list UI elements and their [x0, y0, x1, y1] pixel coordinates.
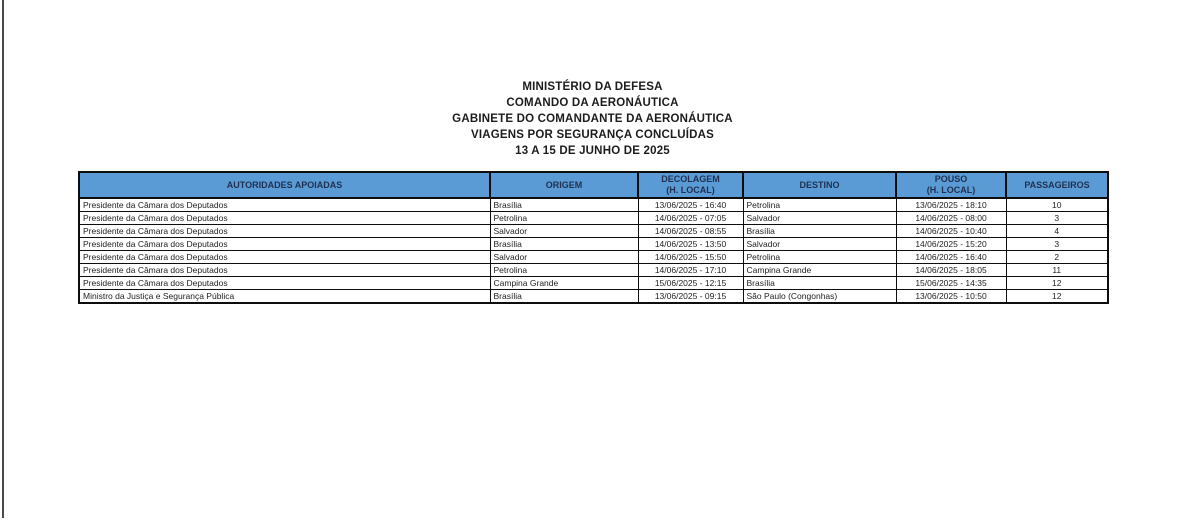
table-cell: Campina Grande — [743, 264, 896, 277]
table-cell: 14/06/2025 - 07:05 — [638, 212, 743, 225]
table-cell: Brasília — [743, 225, 896, 238]
table-cell: 13/06/2025 - 16:40 — [638, 198, 743, 212]
table-cell: 14/06/2025 - 16:40 — [896, 251, 1006, 264]
table-cell: Brasília — [490, 198, 638, 212]
col-header-passageiros — [1006, 172, 1108, 198]
table-cell: Brasília — [743, 277, 896, 290]
table-cell: São Paulo (Congonhas) — [743, 290, 896, 304]
col-header-label: POUSO — [934, 174, 968, 184]
table-cell: Petrolina — [743, 198, 896, 212]
table-row — [79, 198, 1108, 212]
table-cell: 13/06/2025 - 09:15 — [638, 290, 743, 304]
table-cell: 14/06/2025 - 15:20 — [896, 238, 1006, 251]
col-header-sub: (H. LOCAL) — [926, 185, 976, 195]
table-row — [79, 290, 1108, 304]
table-cell: 3 — [1006, 212, 1108, 225]
table-cell: 14/06/2025 - 18:05 — [896, 264, 1006, 277]
table-cell: 2 — [1006, 251, 1108, 264]
col-header-destino — [743, 172, 896, 198]
col-header-autoridades — [79, 172, 490, 198]
table-row — [79, 264, 1108, 277]
table-cell: 10 — [1006, 198, 1108, 212]
table-cell: Salvador — [490, 251, 638, 264]
table-cell: Presidente da Câmara dos Deputados — [79, 225, 490, 238]
col-header-decolagem — [638, 172, 743, 198]
table-cell: 14/06/2025 - 10:40 — [896, 225, 1006, 238]
table-cell: Presidente da Câmara dos Deputados — [79, 212, 490, 225]
col-header-label: PASSAGEIROS — [1024, 179, 1090, 190]
title-line-ministry: MINISTÉRIO DA DEFESA — [522, 81, 663, 93]
document-title-block — [78, 79, 1107, 159]
table-cell: 13/06/2025 - 10:50 — [896, 290, 1006, 304]
table-cell: 11 — [1006, 264, 1108, 277]
table-row — [79, 277, 1108, 290]
table-cell: 12 — [1006, 290, 1108, 304]
table-cell: Petrolina — [743, 251, 896, 264]
table-cell: Salvador — [743, 238, 896, 251]
table-cell: Campina Grande — [490, 277, 638, 290]
table-row — [79, 225, 1108, 238]
table-body — [79, 198, 1108, 303]
table-cell: Presidente da Câmara dos Deputados — [79, 198, 490, 212]
col-header-label: AUTORIDADES APOIADAS — [226, 179, 343, 190]
table-cell: 14/06/2025 - 15:50 — [638, 251, 743, 264]
table-cell: Salvador — [490, 225, 638, 238]
title-line-cabinet: GABINETE DO COMANDANTE DA AERONÁUTICA — [452, 113, 733, 125]
table-cell: Salvador — [743, 212, 896, 225]
table-cell: Presidente da Câmara dos Deputados — [79, 251, 490, 264]
table-cell: 13/06/2025 - 18:10 — [896, 198, 1006, 212]
page-edge-line — [2, 0, 4, 518]
title-line-subject: VIAGENS POR SEGURANÇA CONCLUÍDAS — [470, 129, 715, 141]
table-cell: 14/06/2025 - 13:50 — [638, 238, 743, 251]
table-row — [79, 251, 1108, 264]
col-header-sub: (H. LOCAL) — [666, 185, 715, 195]
title-line-dates: 13 A 15 DE JUNHO DE 2025 — [515, 145, 670, 157]
table-row — [79, 212, 1108, 225]
col-header-label: ORIGEM — [545, 179, 583, 190]
table-cell: Petrolina — [490, 212, 638, 225]
table-cell: 3 — [1006, 238, 1108, 251]
table-cell: 15/06/2025 - 12:15 — [638, 277, 743, 290]
table-cell: 14/06/2025 - 17:10 — [638, 264, 743, 277]
title-line-command: COMANDO DA AERONÁUTICA — [506, 97, 679, 109]
table-cell: Presidente da Câmara dos Deputados — [79, 264, 490, 277]
col-header-pouso — [896, 172, 1006, 198]
col-header-origem — [490, 172, 638, 198]
table-cell: 14/06/2025 - 08:55 — [638, 225, 743, 238]
table-cell: Ministro da Justiça e Segurança Pública — [79, 290, 490, 304]
flights-table — [78, 171, 1109, 304]
table-cell: 14/06/2025 - 08:00 — [896, 212, 1006, 225]
table-cell: Petrolina — [490, 264, 638, 277]
table-row — [79, 238, 1108, 251]
table-header-row — [79, 172, 1108, 198]
col-header-label: DESTINO — [799, 179, 840, 190]
table-cell: Brasília — [490, 238, 638, 251]
table-cell: 15/06/2025 - 14:35 — [896, 277, 1006, 290]
table-cell: Presidente da Câmara dos Deputados — [79, 277, 490, 290]
table-cell: Brasília — [490, 290, 638, 304]
table-cell: Presidente da Câmara dos Deputados — [79, 238, 490, 251]
table-cell: 12 — [1006, 277, 1108, 290]
col-header-label: DECOLAGEM — [661, 174, 720, 184]
table-cell: 4 — [1006, 225, 1108, 238]
